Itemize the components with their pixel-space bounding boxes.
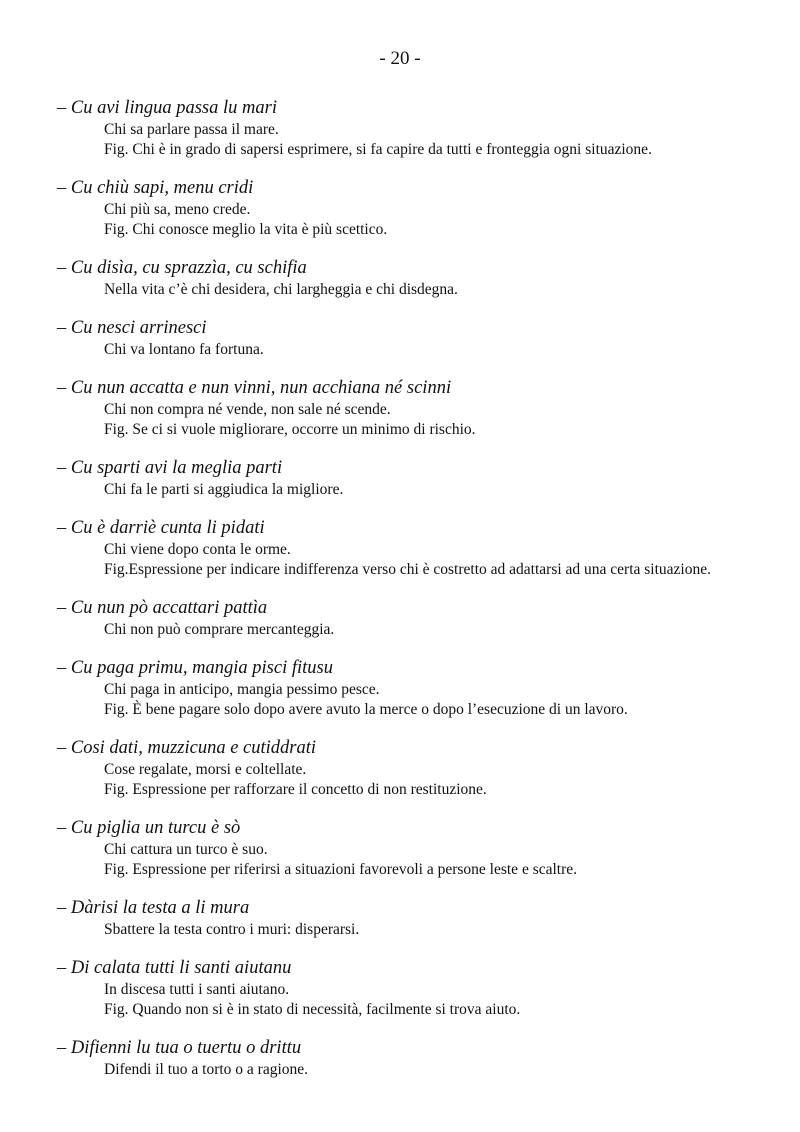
proverb-entry <box>57 316 757 360</box>
proverb-translation: Difendi il tuo a torto o a ragione. <box>104 1061 309 1078</box>
proverb-entry <box>57 736 757 800</box>
proverb-title: – Cu avi lingua passa lu mari <box>57 98 277 118</box>
proverb-translation: Chi non può comprare mercanteggia. <box>104 621 335 638</box>
proverb-entry <box>57 596 757 640</box>
proverb-entry <box>57 896 757 940</box>
proverb-title: – Cosi dati, muzzicuna e cutiddrati <box>57 738 316 758</box>
proverb-translation: Chi fa le parti si aggiudica la migliore. <box>104 481 344 498</box>
proverb-translation: Chi non compra né vende, non sale né scende. <box>104 401 391 418</box>
proverb-title: – Cu chiù sapi, menu cridi <box>57 178 254 198</box>
proverb-translation: Nella vita c’è chi desidera, chi largheggia e chi disdegna. <box>104 281 458 298</box>
proverb-translation: Chi va lontano fa fortuna. <box>104 341 264 358</box>
proverb-title: – Di calata tutti li santi aiutanu <box>57 958 292 978</box>
proverb-translation: Chi più sa, meno crede. <box>104 201 251 218</box>
proverb-entry <box>57 176 757 240</box>
proverb-meaning: Fig. Espressione per rafforzare il concetto di non restituzione. <box>104 781 487 798</box>
proverb-title: – Cu disìa, cu sprazzìa, cu schifia <box>57 258 307 278</box>
proverb-title: – Cu nesci arrinesci <box>57 318 207 338</box>
proverb-entry <box>57 256 757 300</box>
proverb-translation: Sbattere la testa contro i muri: disperarsi. <box>104 921 360 938</box>
page-number: - 20 - <box>379 48 421 69</box>
proverb-title: – Cu paga primu, mangia pisci fitusu <box>57 658 333 678</box>
proverb-translation: Chi cattura un turco è suo. <box>104 841 268 858</box>
proverb-entry <box>57 516 757 580</box>
proverb-entry <box>57 816 757 880</box>
proverb-title: – Cu nun accatta e nun vinni, nun acchiana né scinni <box>57 378 452 398</box>
proverb-translation: In discesa tutti i santi aiutano. <box>104 981 290 998</box>
proverb-title: – Cu sparti avi la meglia parti <box>57 458 283 478</box>
proverb-translation: Chi paga in anticipo, mangia pessimo pesce. <box>104 681 380 698</box>
proverb-entry <box>57 956 757 1020</box>
proverb-translation: Chi sa parlare passa il mare. <box>104 121 279 138</box>
proverb-entry <box>57 1036 757 1080</box>
proverb-meaning: Fig. Se ci si vuole migliorare, occorre un minimo di rischio. <box>104 421 476 438</box>
proverb-title: – Cu è darriè cunta li pidati <box>57 518 265 538</box>
proverb-meaning: Fig. È bene pagare solo dopo avere avuto la merce o dopo l’esecuzione di un lavoro. <box>104 701 628 718</box>
proverb-title: – Dàrisi la testa a li mura <box>57 898 250 918</box>
proverb-entry <box>57 96 757 160</box>
proverb-meaning: Fig. Chi conosce meglio la vita è più scettico. <box>104 221 388 238</box>
proverb-translation: Chi viene dopo conta le orme. <box>104 541 291 558</box>
proverb-meaning: Fig. Chi è in grado di sapersi esprimere, si fa capire da tutti e fronteggia ogni situazione. <box>104 141 652 158</box>
proverb-entry <box>57 456 757 500</box>
proverb-translation: Cose regalate, morsi e coltellate. <box>104 761 307 778</box>
proverb-entry <box>57 656 757 720</box>
proverb-title: – Cu piglia un turcu è sò <box>57 818 241 838</box>
proverb-entry <box>57 376 757 440</box>
proverb-list <box>57 96 757 1096</box>
proverb-title: – Difienni lu tua o tuertu o drittu <box>57 1038 302 1058</box>
proverb-meaning: Fig. Espressione per riferirsi a situazioni favorevoli a persone leste e scaltre. <box>104 861 578 878</box>
proverb-meaning: Fig.Espressione per indicare indifferenza verso chi è costretto ad adattarsi ad una certa situazione. <box>104 561 711 578</box>
proverb-meaning: Fig. Quando non si è in stato di necessità, facilmente si trova aiuto. <box>104 1001 521 1018</box>
proverb-title: – Cu nun pò accattari pattìa <box>57 598 268 618</box>
